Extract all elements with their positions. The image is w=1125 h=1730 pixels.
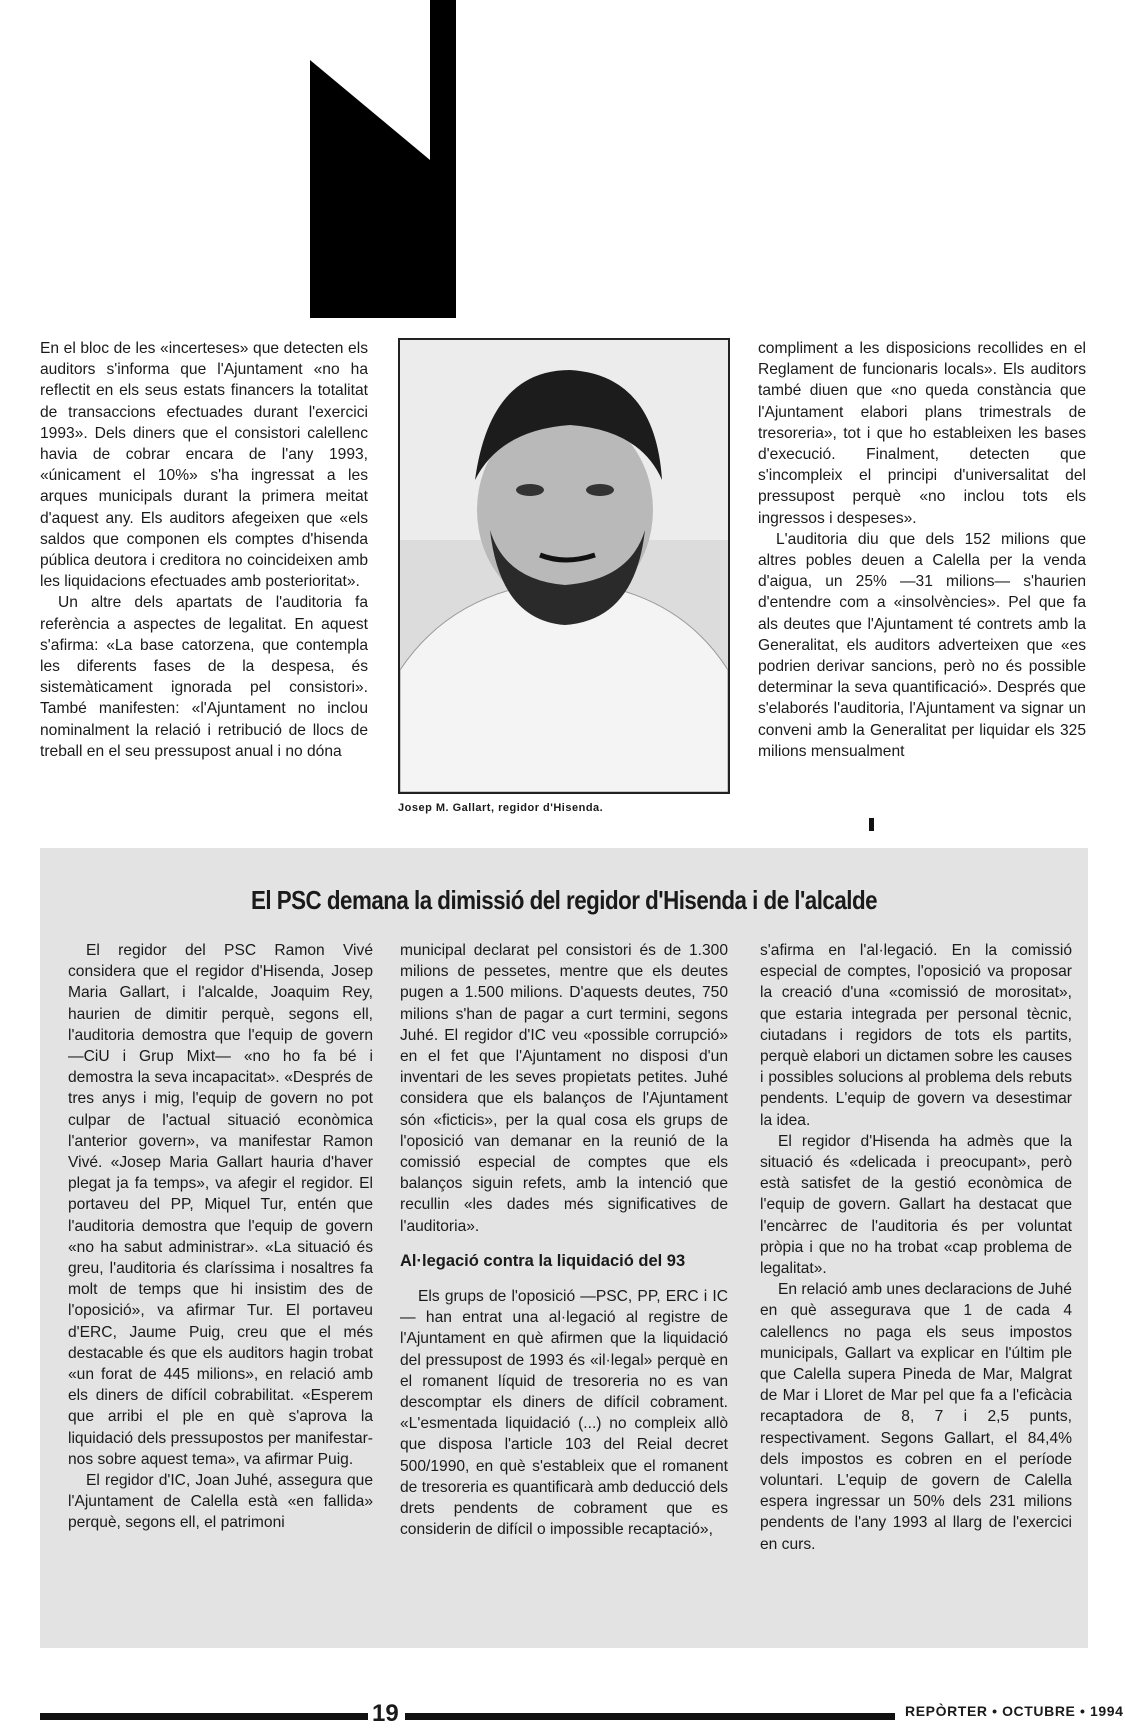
end-of-article-mark	[869, 818, 874, 831]
article-column-left	[40, 338, 368, 762]
sidebar-column-1	[68, 940, 373, 1534]
sidebar-headline: El PSC demana la dimissió del regidor d'Hisenda i de l'alcalde	[250, 885, 878, 915]
paragraph: En el bloc de les «incerteses» que detecten els auditors s'informa que l'Ajuntament «no ha reflectit en els seus estats financers la totalitat de transaccions efectuades durant l'exercici 1993». Dels diners que el consistori calellenc havia de cobrar encara de l'any 1993, «únicament el 10%» s'ha ingressat a les arques municipals durant la primera meitat d'aquest any. Els auditors afegeixen que «els saldos que componen els comptes d'hisenda pública deutora i creditora no coincideixen amb les liquidacions efectuades amb posterioritat».	[40, 340, 368, 591]
publication-info: REPÒRTER • OCTUBRE • 1994	[905, 1703, 1124, 1719]
footer-rule-left	[40, 1713, 368, 1720]
sidebar-subheading: Al·legació contra la liquidació del 93	[400, 1251, 686, 1270]
portrait-photo	[398, 338, 730, 794]
paragraph: El regidor d'IC, Joan Juhé, assegura que l'Ajuntament de Calella està «en fallida» perquè, segons ell, el patrimoni	[68, 1472, 373, 1532]
sidebar-column-2	[400, 940, 728, 1540]
paragraph: Un altre dels apartats de l'auditoria fa referència a aspectes de legalitat. En aquest s'afirma: «La base catorzena, que contempla les diferents fases de la despesa, és sistemàticament ignorada pel consistori». També manifesten: «l'Ajuntament no inclou nominalment la relació i retribució de llocs de treball en el seu pressupost anual i no dóna	[40, 594, 368, 760]
paragraph: En relació amb unes declaracions de Juhé en què assegurava que 1 de cada 4 calellencs no paga els seus impostos municipals, Gallart va explicar en l'últim ple que Calella supera Pineda de Mar, Malgrat de Mar i Lloret de Mar pel que fa a l'eficàcia recaptadora de 8, 7 i 2,5 punts, respectivament. Segons Gallart, el 84,4% dels impostos es cobren en el període voluntari. L'equip de govern de Calella espera ingressar un 50% dels 231 milions pendents de l'any 1993 al llarg de l'exercici en curs.	[760, 1281, 1072, 1553]
paragraph: El regidor d'Hisenda ha admès que la situació és «delicada i preocupant», però està satisfet de la gestió econòmica de l'equip de govern. Gallart ha destacat que l'encàrrec de l'auditoria és per voluntat pròpia i que no ha trobat «cap problema de legalitat».	[760, 1132, 1072, 1278]
paragraph: compliment a les disposicions recollides en el Reglament de funcionaris locals». Els auditors també diuen que «no queda constància que l'Ajuntament elabori plans trimestrals de tresoreria», tot i que ho estableixen les bases d'execució. Finalment, detecten que s'incompleix el principi d'universalitat del pressupost perquè «no inclou tots els ingressos i despeses».	[758, 340, 1086, 527]
portrait-photo-image	[400, 340, 728, 792]
page-number: 19	[372, 1700, 399, 1727]
footer-rule-right	[405, 1713, 895, 1720]
sidebar-column-3	[760, 940, 1072, 1555]
paragraph: s'afirma en l'al·legació. En la comissió especial de comptes, l'oposició va proposar la creació d'una «comissió de morositat», que estaria integrada per personal tècnic, ciutadans i regidors de tots els partits, perquè elabori un dictamen sobre les causes i possibles solucions al problema dels rebuts pendents. L'equip de govern va desestimar la idea.	[760, 942, 1072, 1129]
paragraph: Els grups de l'oposició —PSC, PP, ERC i IC— han entrat una al·legació al registre de l'Ajuntament en què afirmen que la liquidació del pressupost de 1993 és «il·legal» perquè en el romanent líquid de tresoreria no es van descomptar els diners de difícil cobrament. «L'esmentada liquidació (...) no compleix allò que disposa l'article 103 del Reial decret 500/1990, en què s'estableix que el romanent de tresoreria es quantificarà amb deducció dels drets pendents de cobrament que es considerin de difícil o impossible recaptació»,	[400, 1288, 728, 1539]
photo-caption: Josep M. Gallart, regidor d'Hisenda.	[398, 802, 604, 814]
paragraph: L'auditoria diu que dels 152 milions que altres pobles deuen a Calella per la venda d'aigua, un 25% —31 milions— s'haurien d'entendre com a «insolvències». Pel que fa als deutes que l'Ajuntament té contrets amb la Generalitat, els auditors adverteixen que «es podrien derivar sancions, però no és possible determinar la seva quantificació». Després que s'elaborés l'auditoria, l'Ajuntament va signar un conveni amb la Generalitat per liquidar els 325 milions mensualment	[758, 530, 1086, 760]
section-logo-mark	[310, 0, 456, 318]
paragraph: El regidor del PSC Ramon Vivé considera que el regidor d'Hisenda, Josep Maria Gallart, i l'alcalde, Joaquim Rey, haurien de dimitir perquè, segons ell, l'auditoria demostra que l'equip de govern —CiU i Grup Mixt— «no ho fa bé i demostra la seva incapacitat». «Després de tres anys i mig, l'equip de govern no pot culpar de l'actual situació econòmica l'anterior govern», va manifestar Ramon Vivé. «Josep Maria Gallart hauria d'haver plegat ja fa temps», va afegir el regidor. El portaveu del PP, Miquel Tur, entén que l'auditoria demostra que l'equip de govern «no ha sabut administrar». «La situació és greu, l'auditoria és claríssima i nosaltres fa molt de temps que hi insistim des de l'oposició», va afirmar Tur. El portaveu d'ERC, Jaume Puig, creu que el més destacable és que els auditors hagin trobat «un forat de 445 milions», en relació amb els diners de difícil cobrabilitat. «Esperem que arribi el ple en què s'aprova la liquidació dels pressupostos per manifestar-nos sobre aquest tema», va afirmar Puig.	[68, 942, 373, 1468]
article-column-right	[758, 338, 1086, 762]
paragraph: municipal declarat pel consistori és de 1.300 milions de pessetes, mentre que els deutes pugen a 1.500 milions. D'aquests deutes, 750 milions s'han de pagar a curt termini, segons Juhé. El regidor d'IC veu «possible corrupció» en el fet que l'Ajuntament no disposi d'un inventari de les seves propietats petites. Juhé considera que els balanços de l'Ajuntament són «ficticis», per la qual cosa els grups de l'oposició van demanar en la reunió de la comissió especial de comptes que els balanços siguin refets, amb la intenció que recullin «les dades més significatives de l'auditoria».	[400, 942, 728, 1235]
